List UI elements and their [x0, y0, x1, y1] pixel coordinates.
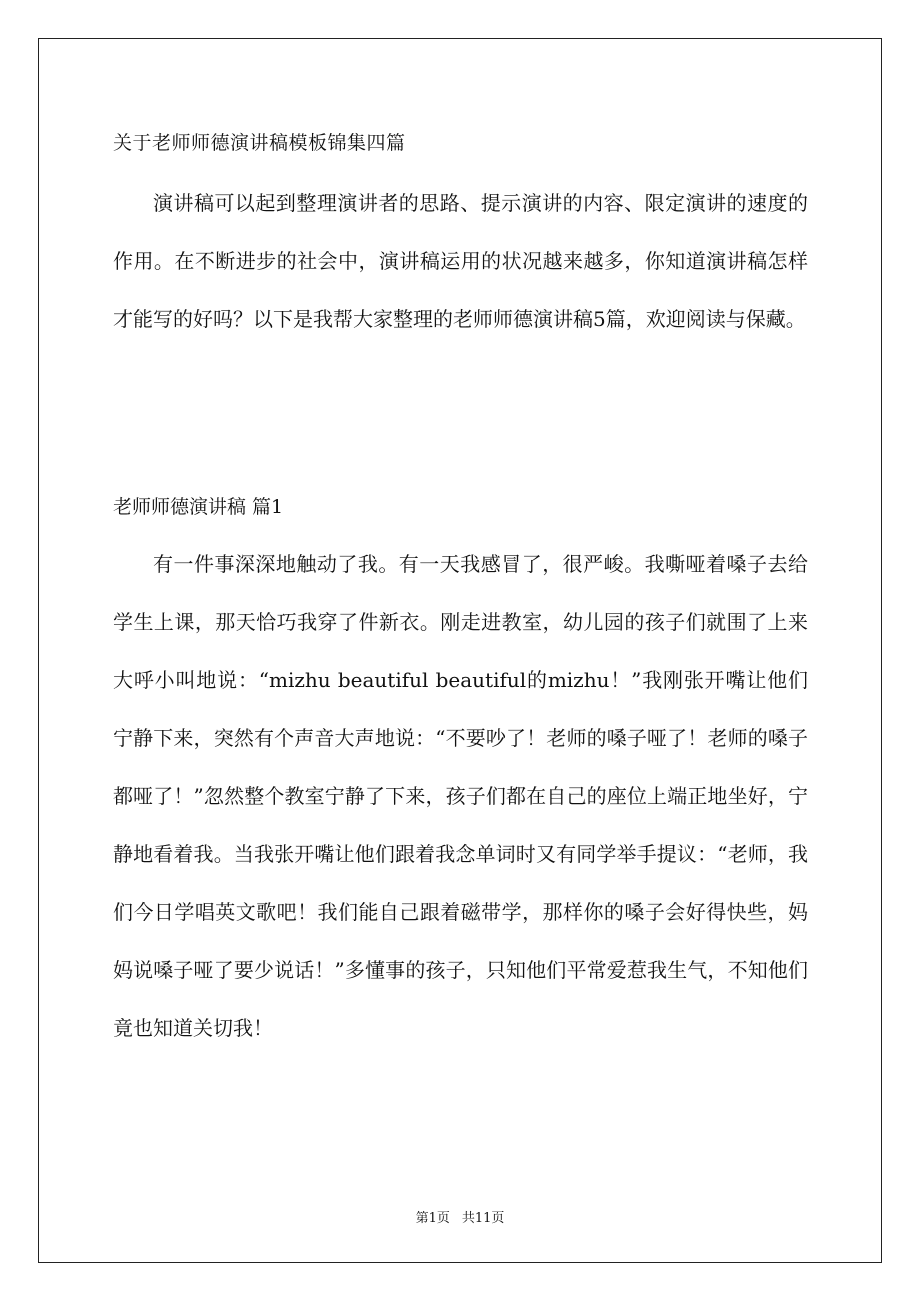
total-pages: 共11页 — [461, 1211, 505, 1226]
page-number: 第1页 — [415, 1211, 450, 1226]
intro-paragraph: 演讲稿可以起到整理演讲者的思路、提示演讲的内容、限定演讲的速度的作用。在不断进步的社会中，演讲稿运用的状况越来越多，你知道演讲稿怎样才能写的好吗？以下是我帮大家整理的老师师德演讲稿5篇，欢迎阅读与保藏。 — [113, 191, 808, 331]
section-heading: 老师师德演讲稿 篇1 — [113, 496, 284, 518]
page-footer — [0, 1207, 920, 1226]
document-title: 关于老师师德演讲稿模板锦集四篇 — [113, 132, 406, 154]
section-body: 有一件事深深地触动了我。有一天我感冒了，很严峻。我嘶哑着嗓子去给学生上课，那天恰巧我穿了件新衣。刚走进教室，幼儿园的孩子们就围了上来大呼小叫地说：“mizhu beautiful beautiful的mizhu！”我刚张开嘴让他们宁静下来，突然有个声音大声地说：“不要吵了！老师的嗓子哑了！老师的嗓子都哑了！”忽然整个教室宁静了下来，孩子们都在自己的座位上端正地坐好，宁静地看着我。当我张开嘴让他们跟着我念单词时又有同学举手提议：“老师，我们今日学唱英文歌吧！我们能自己跟着磁带学，那样你的嗓子会好得快些，妈妈说嗓子哑了要少说话！”多懂事的孩子，只知他们平常爱惹我生气，不知他们竟也知道关切我！ — [113, 552, 808, 1040]
